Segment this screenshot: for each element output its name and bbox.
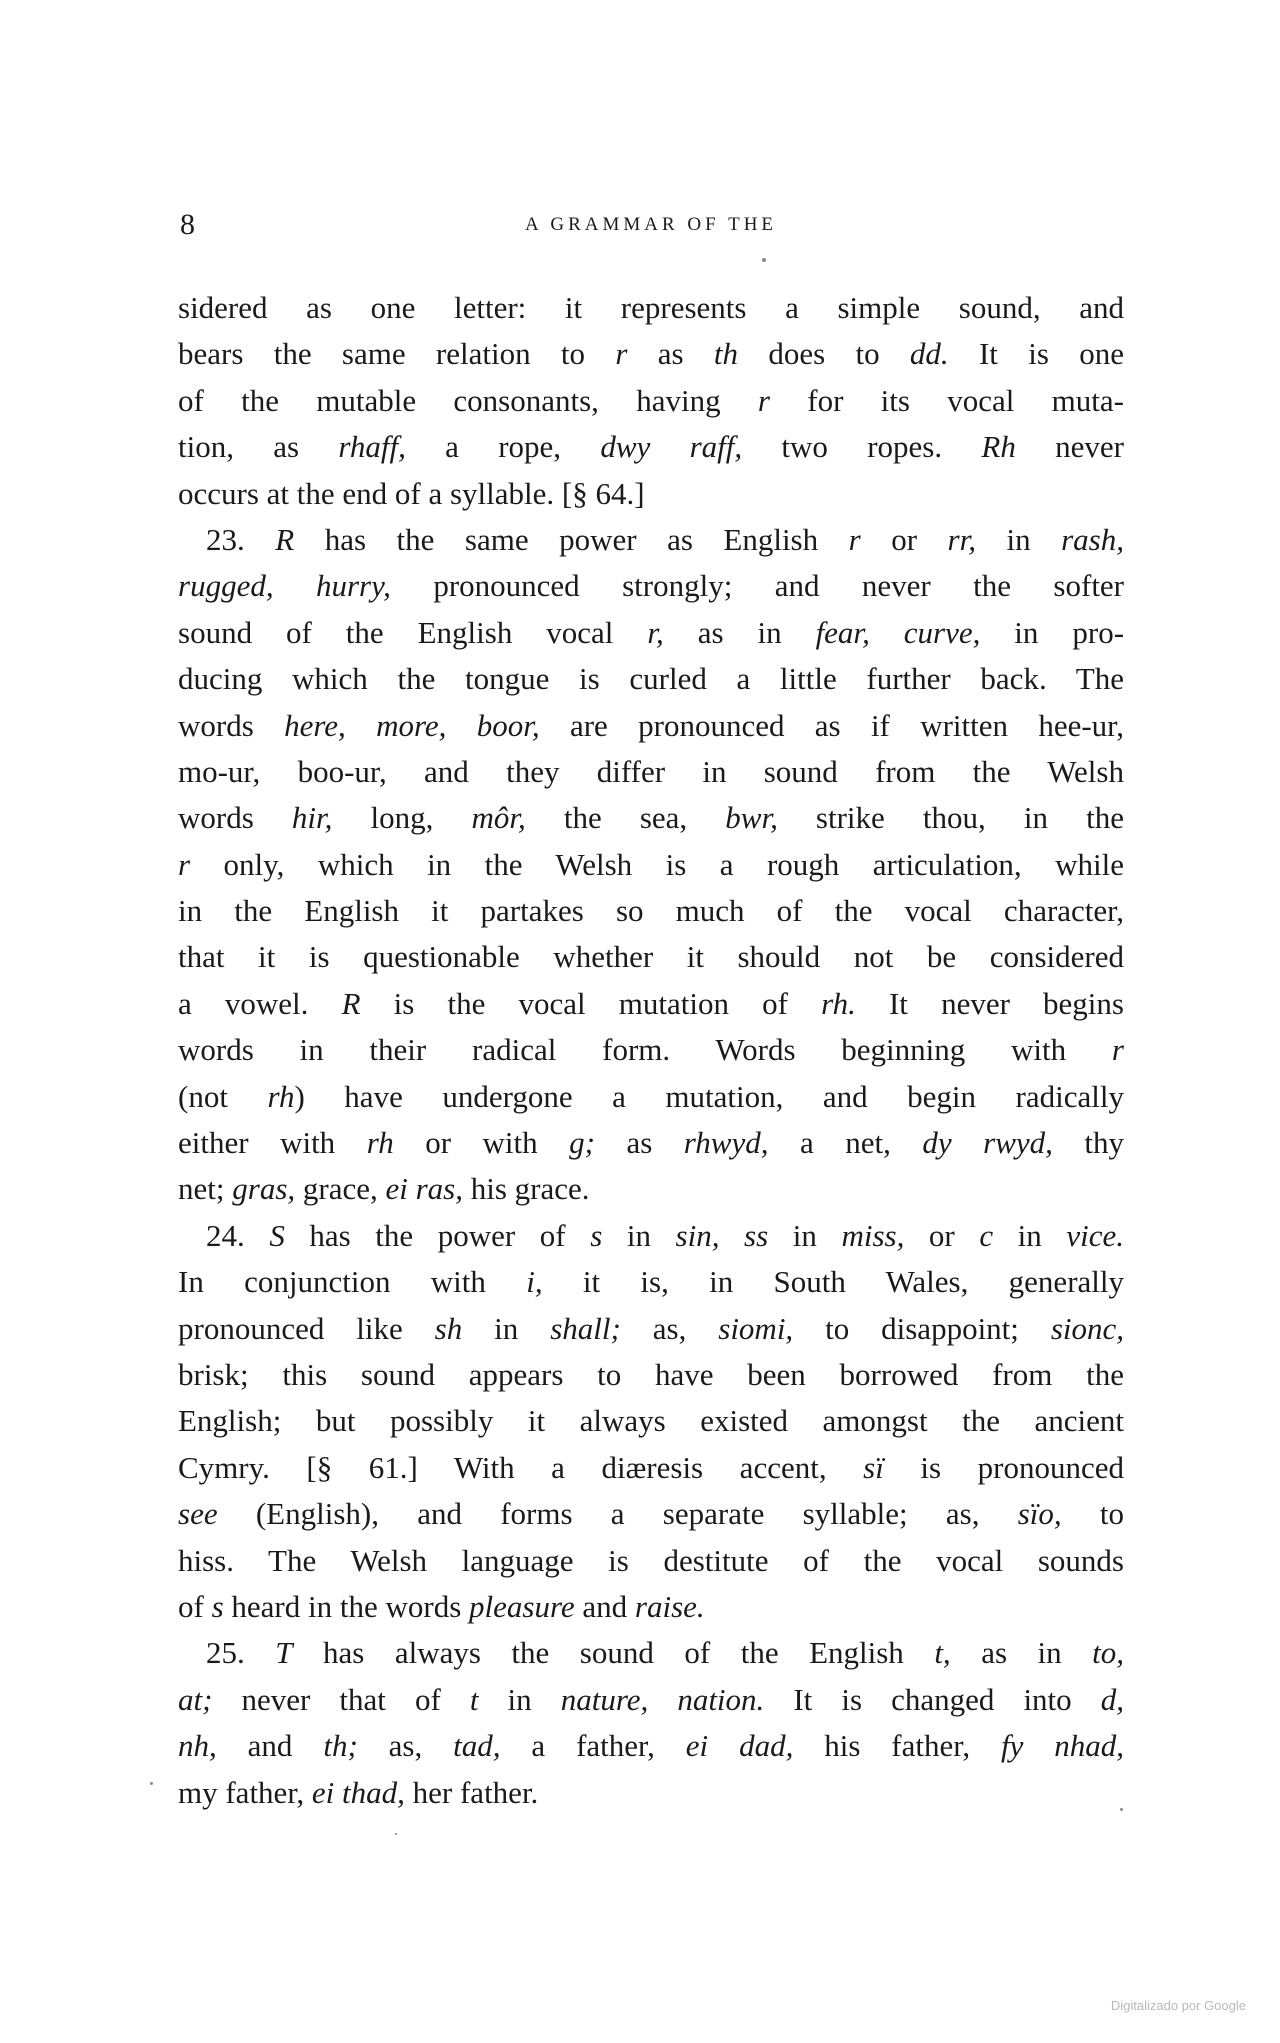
scan-speck: [762, 258, 766, 262]
text-run: never that of: [212, 1681, 470, 1717]
text-line: [178, 1166, 1124, 1212]
italic-run: r: [178, 846, 191, 882]
italic-run: i,: [526, 1264, 543, 1300]
text-run: has the same power as English: [294, 521, 849, 557]
text-run: (English), and forms a separate syllable; as,: [217, 1496, 1018, 1532]
text-run: that it is questionable whether it should not be considered: [178, 939, 1124, 975]
text-line: [178, 888, 1124, 934]
text-line: [178, 1398, 1124, 1444]
text-run: words: [178, 800, 292, 836]
italic-run: miss,: [841, 1217, 905, 1253]
italic-run: raise.: [634, 1588, 705, 1624]
italic-run: rh.: [821, 985, 856, 1021]
italic-run: Rh: [981, 429, 1016, 465]
text-run: thy: [1052, 1125, 1125, 1161]
text-line: [178, 471, 1124, 517]
text-line: [178, 1306, 1124, 1352]
body-text: [178, 285, 1124, 1816]
text-run: two ropes.: [742, 429, 982, 465]
text-line: [178, 563, 1124, 609]
text-run: bears the same relation to: [178, 336, 616, 372]
text-line: [178, 1074, 1124, 1120]
italic-run: S: [269, 1217, 285, 1253]
italic-run: r: [615, 336, 628, 372]
italic-run: dd.: [909, 336, 949, 372]
text-run: has the power of: [284, 1217, 591, 1253]
italic-run: to,: [1092, 1635, 1125, 1671]
text-run: net;: [178, 1171, 233, 1207]
text-run: a father,: [500, 1728, 686, 1764]
text-run: It is one: [948, 336, 1124, 372]
text-run: occurs at the end of a syllable. [§ 64.]: [178, 475, 645, 511]
text-line: [178, 1259, 1124, 1305]
text-run: or: [904, 1217, 980, 1253]
italic-run: rhwyd,: [683, 1125, 769, 1161]
italic-run: c: [979, 1217, 994, 1253]
text-line: [178, 1027, 1124, 1073]
italic-run: hir,: [291, 800, 333, 836]
text-line: [178, 1213, 1124, 1259]
text-run: as: [627, 336, 714, 372]
text-run: 23.: [206, 521, 276, 557]
text-run: a net,: [768, 1125, 923, 1161]
text-run: in the English it partakes so much of the vocal character,: [178, 893, 1124, 929]
italic-run: r: [757, 382, 770, 418]
text-line: [178, 517, 1124, 563]
text-run: my father,: [178, 1774, 312, 1810]
text-run: or: [860, 521, 948, 557]
text-run: his grace.: [463, 1171, 590, 1207]
text-run: a vowel.: [178, 985, 342, 1021]
italic-run: here, more, boor,: [284, 707, 540, 743]
italic-run: th: [713, 336, 739, 372]
text-run: has always the sound of the English: [292, 1635, 935, 1671]
italic-run: see: [178, 1496, 218, 1532]
italic-run: nh,: [178, 1728, 217, 1764]
italic-run: rugged, hurry,: [178, 568, 391, 604]
italic-run: fear, curve,: [815, 614, 981, 650]
text-line: [178, 749, 1124, 795]
text-run: in: [768, 1217, 842, 1253]
italic-run: gras,: [232, 1171, 296, 1207]
text-run: pronounced like: [178, 1310, 435, 1346]
text-run: to disappoint;: [793, 1310, 1051, 1346]
italic-run: dwy raff,: [600, 429, 743, 465]
scan-speck: [1120, 1808, 1123, 1811]
italic-run: sï: [863, 1449, 884, 1485]
italic-run: sin, ss: [675, 1217, 769, 1253]
text-run: either with: [178, 1125, 367, 1161]
text-run: as: [594, 1125, 684, 1161]
italic-run: vice.: [1066, 1217, 1124, 1253]
text-line: [178, 703, 1124, 749]
text-run: in: [602, 1217, 676, 1253]
italic-run: at;: [178, 1681, 213, 1717]
italic-run: môr,: [471, 800, 526, 836]
text-run: never: [1015, 429, 1124, 465]
text-run: (not: [178, 1078, 268, 1114]
text-run: in pro-: [980, 614, 1125, 650]
italic-run: dy rwyd,: [922, 1125, 1053, 1161]
page-number: 8: [180, 208, 195, 241]
italic-run: fy nhad,: [1001, 1728, 1125, 1764]
text-line: [178, 1352, 1124, 1398]
italic-run: R: [341, 985, 361, 1021]
text-run: words in their radical form. Words beginning with: [178, 1032, 1112, 1068]
italic-run: d,: [1100, 1681, 1124, 1717]
text-line: [178, 378, 1124, 424]
italic-run: tad,: [453, 1728, 501, 1764]
italic-run: th;: [323, 1728, 358, 1764]
text-run: tion, as: [178, 429, 339, 465]
italic-run: sionc,: [1050, 1310, 1125, 1346]
text-run: or with: [393, 1125, 570, 1161]
text-run: 25.: [206, 1635, 276, 1671]
text-run: It is changed into: [764, 1681, 1101, 1717]
text-line: [178, 1630, 1124, 1676]
text-run: the sea,: [525, 800, 726, 836]
text-run: and: [574, 1588, 635, 1624]
running-title: A GRAMMAR OF THE: [524, 214, 778, 235]
text-run: a rope,: [405, 429, 601, 465]
text-line: [178, 1584, 1124, 1630]
italic-run: rh: [267, 1078, 295, 1114]
italic-run: t,: [934, 1635, 951, 1671]
text-line: [178, 981, 1124, 1027]
text-run: of: [178, 1588, 212, 1624]
italic-run: r: [1111, 1032, 1124, 1068]
italic-run: s: [211, 1588, 224, 1624]
text-run: of the mutable consonants, having: [178, 382, 758, 418]
text-run: her father.: [404, 1774, 539, 1810]
text-run: pronounced strongly; and never the softer: [390, 568, 1125, 604]
italic-run: R: [275, 521, 295, 557]
italic-run: rash,: [1061, 521, 1124, 557]
text-run: sound of the English vocal: [178, 614, 648, 650]
italic-run: r: [848, 521, 861, 557]
text-run: mo-ur, boo-ur, and they differ in sound from the Welsh: [178, 753, 1124, 789]
text-line: [178, 842, 1124, 888]
text-run: grace,: [295, 1171, 386, 1207]
text-run: as in: [950, 1635, 1093, 1671]
text-run: to: [1061, 1496, 1125, 1532]
text-run: are pronounced as if written hee-ur,: [539, 707, 1125, 743]
italic-run: sh: [434, 1310, 463, 1346]
text-run: as,: [357, 1728, 454, 1764]
text-run: words: [178, 707, 285, 743]
text-run: as,: [620, 1310, 719, 1346]
google-watermark: Digitalizado por Google: [1110, 1998, 1246, 2013]
text-line: [178, 1491, 1124, 1537]
italic-run: r,: [647, 614, 664, 650]
italic-run: siomi,: [718, 1310, 794, 1346]
italic-run: bwr,: [725, 800, 778, 836]
text-line: [178, 424, 1124, 470]
text-run: in: [975, 521, 1062, 557]
italic-run: s: [590, 1217, 603, 1253]
text-run: is pronounced: [883, 1449, 1124, 1485]
italic-run: rh: [366, 1125, 394, 1161]
italic-run: g;: [569, 1125, 595, 1161]
text-line: [178, 285, 1124, 331]
italic-run: rhaff,: [338, 429, 406, 465]
italic-run: shall;: [550, 1310, 621, 1346]
text-run: Cymry. [§ 61.] With a diæresis accent,: [178, 1449, 864, 1485]
text-run: is the vocal mutation of: [360, 985, 822, 1021]
text-line: [178, 1445, 1124, 1491]
text-line: [178, 331, 1124, 377]
text-line: [178, 1770, 1124, 1816]
text-run: In conjunction with: [178, 1264, 527, 1300]
italic-run: T: [275, 1635, 293, 1671]
text-run: strike thou, in the: [777, 800, 1124, 836]
text-run: long,: [332, 800, 472, 836]
text-run: ) have undergone a mutation, and begin radically: [294, 1078, 1124, 1114]
italic-run: ei ras,: [385, 1171, 463, 1207]
italic-run: rr,: [947, 521, 976, 557]
text-line: [178, 656, 1124, 702]
text-line: [178, 1120, 1124, 1166]
text-run: in: [993, 1217, 1067, 1253]
text-run: for its vocal muta-: [769, 382, 1124, 418]
text-run: ducing which the tongue is curled a little further back. The: [178, 661, 1124, 697]
text-line: [178, 934, 1124, 980]
scan-speck: [395, 1833, 397, 1835]
text-run: only, which in the Welsh is a rough articulation, while: [190, 846, 1124, 882]
text-line: [178, 1538, 1124, 1584]
text-line: [178, 610, 1124, 656]
text-run: hiss. The Welsh language is destitute of the vocal sounds: [178, 1542, 1124, 1578]
text-run: English; but possibly it always existed amongst the ancient: [178, 1403, 1124, 1439]
italic-run: ei thad,: [311, 1774, 405, 1810]
text-run: as in: [663, 614, 816, 650]
text-run: sidered as one letter: it represents a simple sound, and: [178, 290, 1124, 325]
text-run: brisk; this sound appears to have been borrowed from the: [178, 1356, 1124, 1392]
italic-run: ei dad,: [685, 1728, 794, 1764]
italic-run: nature, nation.: [560, 1681, 765, 1717]
text-run: his father,: [793, 1728, 1001, 1764]
text-run: does to: [738, 336, 910, 372]
scan-speck: [150, 1782, 153, 1785]
text-line: [178, 795, 1124, 841]
text-line: [178, 1723, 1124, 1769]
text-run: It never begins: [855, 985, 1124, 1021]
italic-run: pleasure: [469, 1588, 575, 1624]
italic-run: sïo,: [1017, 1496, 1062, 1532]
text-run: it is, in South Wales, generally: [542, 1264, 1124, 1300]
text-run: in: [478, 1681, 561, 1717]
italic-run: t: [469, 1681, 479, 1717]
text-run: heard in the words: [223, 1588, 470, 1624]
text-run: 24.: [206, 1217, 270, 1253]
text-line: [178, 1677, 1124, 1723]
text-run: and: [216, 1728, 324, 1764]
running-head: [178, 205, 1124, 245]
text-run: in: [462, 1310, 551, 1346]
